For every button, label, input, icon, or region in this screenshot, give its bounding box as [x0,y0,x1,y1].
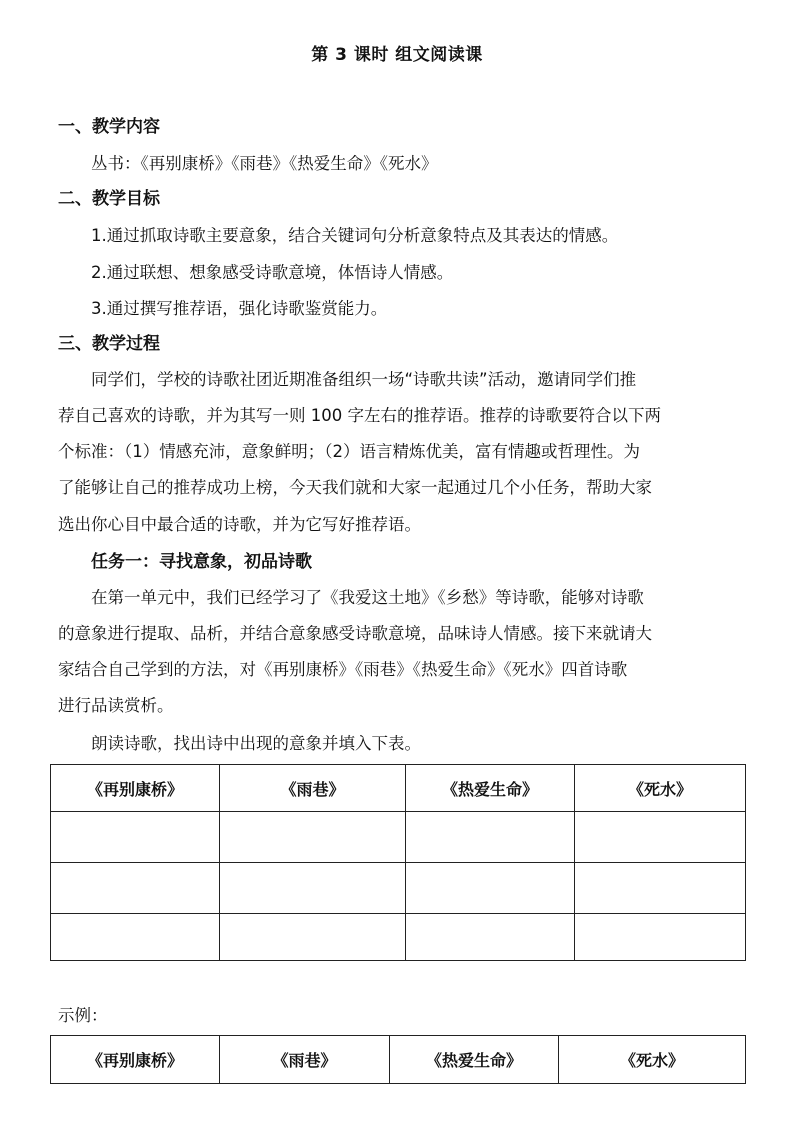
table-cell [220,812,406,863]
content-text: 丛书：《再别康桥》《雨巷》《热爱生命》《死水》 [91,154,438,173]
table-header-cell: 《热爱生命》 [390,1036,559,1084]
objective-item-3: 3.通过撰写推荐语，强化诗歌鉴赏能力。 [91,299,388,318]
table-row [51,914,746,961]
table-cell [220,863,406,914]
task1-line-3: 家结合自己学到的方法，对《再别康桥》《雨巷》《热爱生命》《死水》四首诗歌 [58,660,628,679]
task1-line-1: 在第一单元中，我们已经学习了《我爱这土地》《乡愁》等诗歌，能够对诗歌 [91,588,644,607]
intro-line-1: 同学们，学校的诗歌社团近期准备组织一场“诗歌共读”活动，邀请同学们推 [91,370,637,389]
table-cell [51,914,220,961]
task1-line-4: 进行品读赏析。 [58,696,174,715]
table-header-cell: 《再别康桥》 [51,765,220,812]
section-heading-objectives: 二、教学目标 [58,189,160,209]
instruction-text: 朗读诗歌，找出诗中出现的意象并填入下表。 [91,734,421,753]
table-header-cell: 《再别康桥》 [51,1036,220,1084]
table-header-cell: 《死水》 [575,765,746,812]
table-cell [406,914,575,961]
table-cell [51,812,220,863]
section-heading-content: 一、教学内容 [58,117,160,137]
table-header-cell: 《死水》 [559,1036,746,1084]
intro-line-3: 个标准：（1）情感充沛，意象鲜明；（2）语言精炼优美，富有情趣或哲理性。为 [58,442,640,461]
page-title: 第 3 课时 组文阅读课 [311,45,483,65]
objective-item-1: 1.通过抓取诗歌主要意象，结合关键词句分析意象特点及其表达的情感。 [91,226,619,245]
intro-line-5: 选出你心目中最合适的诗歌，并为它写好推荐语。 [58,515,421,534]
task1-line-2: 的意象进行提取、品析，并结合意象感受诗歌意境，品味诗人情感。接下来就请大 [58,624,652,643]
section-heading-process: 三、教学过程 [58,334,160,354]
table-row [51,863,746,914]
table-cell [575,863,746,914]
table-header-row [51,1036,746,1084]
table-row [51,812,746,863]
table-header-cell: 《雨巷》 [220,1036,390,1084]
task1-heading: 任务一：寻找意象，初品诗歌 [91,552,312,572]
intro-line-2: 荐自己喜欢的诗歌，并为其写一则 100 字左右的推荐语。推荐的诗歌要符合以下两 [58,406,661,425]
table-header-cell: 《热爱生命》 [406,765,575,812]
table-cell [406,863,575,914]
objective-item-2: 2.通过联想、想象感受诗歌意境，体悟诗人情感。 [91,263,454,282]
table-cell [51,863,220,914]
table-cell [575,914,746,961]
intro-line-4: 了能够让自己的推荐成功上榜，今天我们就和大家一起通过几个小任务，帮助大家 [58,478,652,497]
example-label: 示例： [58,1006,108,1025]
example-table [50,1035,746,1084]
imagery-table [50,764,746,961]
table-header-row [51,765,746,812]
table-cell [220,914,406,961]
table-header-cell: 《雨巷》 [220,765,406,812]
table-cell [575,812,746,863]
table-cell [406,812,575,863]
